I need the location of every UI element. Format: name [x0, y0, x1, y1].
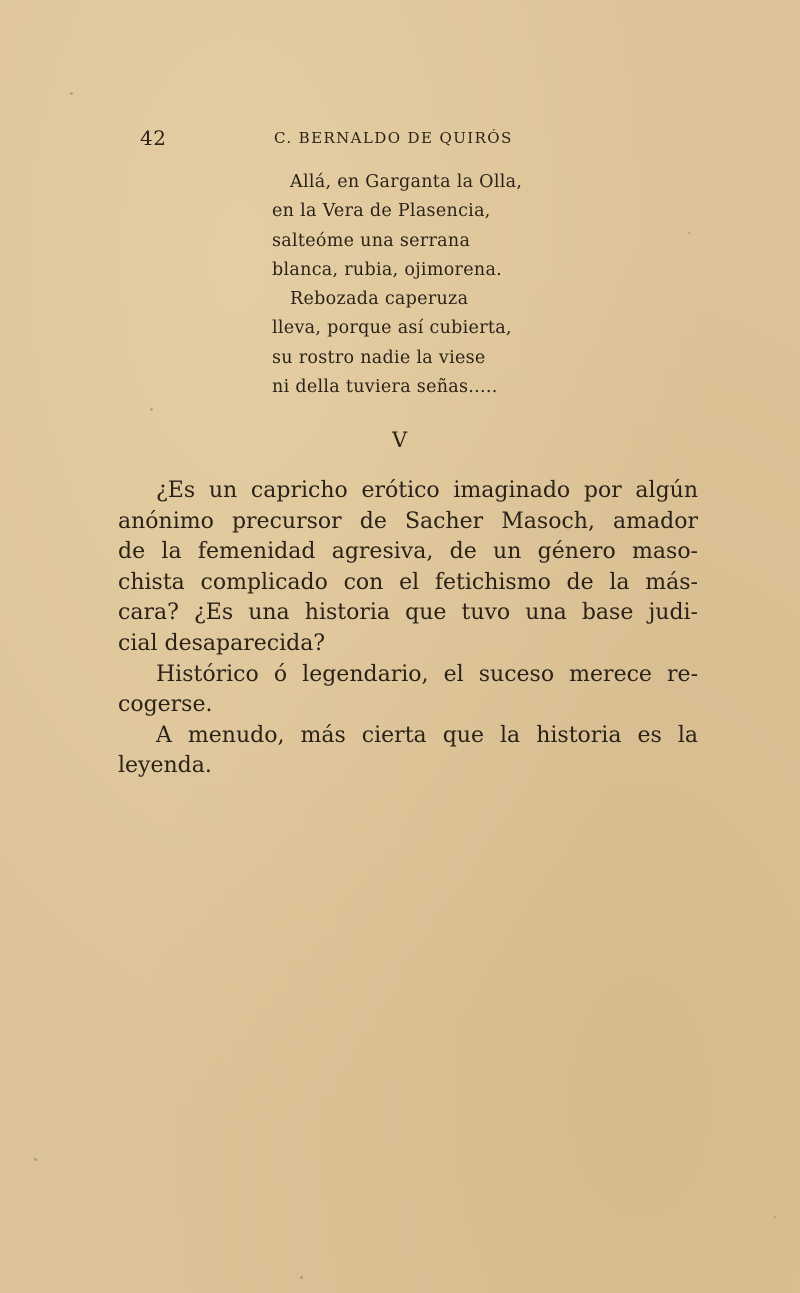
paper-speck [34, 1158, 37, 1161]
prose-line: A menudo, más cierta que la historia es la [156, 722, 698, 748]
prose-line: chista complicado con el fetichismo de la más- [118, 569, 698, 595]
paper-speck [774, 1216, 776, 1218]
verse-stanza [272, 168, 592, 402]
section-numeral: V [392, 428, 408, 452]
running-head: C. BERNALDO DE QUIRÓS [274, 129, 513, 147]
paper-speck [300, 1276, 303, 1279]
page-number: 42 [140, 126, 167, 150]
prose-line: cogerse. [118, 692, 213, 718]
verse-line: Rebozada caperuza [290, 289, 469, 310]
prose-line: ¿Es un capricho erótico imaginado por algún [156, 478, 698, 503]
verse-line: lleva, porque así cubierta, [272, 318, 512, 339]
paper-speck [70, 92, 73, 95]
verse-line: su rostro nadie la viese [272, 347, 486, 368]
page-header [140, 126, 560, 154]
verse-line: Allá, en Garganta la Olla, [290, 172, 523, 192]
prose-body [118, 476, 698, 782]
paper-speck [688, 232, 690, 234]
prose-line: cial desaparecida? [118, 630, 326, 656]
prose-line: leyenda. [118, 753, 212, 779]
verse-line: ni della tuviera señas..... [272, 377, 498, 398]
prose-line: cara? ¿Es una historia que tuvo una base judi- [118, 600, 698, 626]
verse-line: en la Vera de Plasencia, [272, 201, 491, 222]
verse-line: salteóme una serrana [272, 230, 471, 251]
prose-line: de la femenidad agresiva, de un género maso- [118, 539, 698, 565]
paper-speck [150, 408, 153, 411]
prose-line: Histórico ó legendario, el suceso merece re- [156, 661, 698, 687]
verse-line: blanca, rubia, ojimorena. [272, 259, 503, 280]
prose-line: anónimo precursor de Sacher Masoch, amador [118, 508, 698, 534]
